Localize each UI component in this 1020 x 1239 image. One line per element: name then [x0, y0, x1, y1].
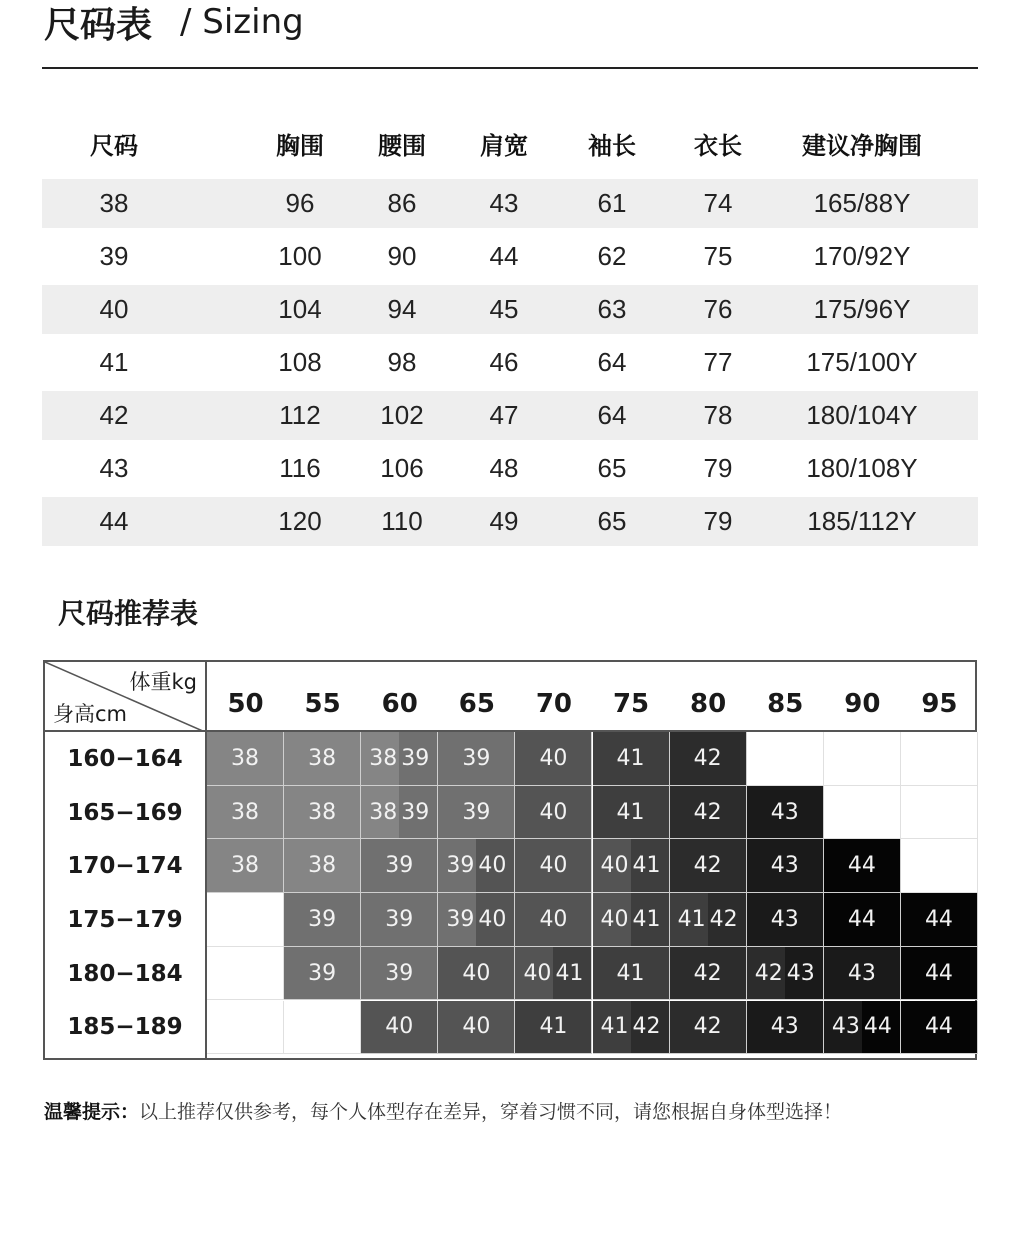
size-table-row	[42, 338, 978, 387]
recommend-cell-half: 40	[515, 947, 553, 1000]
height-label: 180−184	[67, 960, 183, 987]
weight-header: 95	[921, 689, 958, 719]
tip-text: 以上推荐仅供参考，每个人体型存在差异，穿着习惯不同，请您根据自身体型选择！	[139, 1101, 843, 1123]
recommend-cell	[515, 947, 592, 1001]
recommend-cell: 40	[438, 947, 515, 1001]
weight-header: 70	[535, 689, 573, 719]
cell-shoulder: 46	[489, 347, 519, 377]
cell-chest: 112	[279, 400, 321, 430]
recommend-cell-half: 39	[399, 786, 437, 839]
recommend-cell: 43	[747, 839, 824, 893]
cell-length: 79	[703, 506, 733, 536]
cell-shoulder: 47	[489, 400, 519, 430]
recommend-cell-half: 43	[785, 947, 823, 1000]
recommend-cell-half: 40	[476, 893, 514, 946]
recommend-cell-half: 39	[438, 839, 476, 892]
grid-header-separator	[43, 730, 975, 732]
recommend-cell: 40	[515, 732, 592, 786]
recommend-cell	[207, 947, 284, 1001]
cell-sleeve: 65	[597, 506, 627, 536]
recommend-cell: 38	[207, 839, 284, 893]
recommend-cell	[901, 786, 978, 840]
size-table-row	[42, 444, 978, 493]
recommend-cell	[361, 732, 438, 786]
cell-chest: 120	[278, 506, 322, 536]
recommend-cell: 40	[515, 786, 592, 840]
cell-length: 77	[703, 347, 733, 377]
recommend-cell-half: 39	[399, 732, 437, 785]
recommend-cell: 43	[824, 947, 901, 1001]
recommend-cell	[593, 1001, 670, 1055]
recommend-cell	[747, 732, 824, 786]
recommend-cell: 41	[593, 732, 670, 786]
cell-sleeve: 63	[597, 294, 627, 324]
cell-length: 78	[703, 400, 733, 430]
recommend-cell-half: 40	[593, 839, 631, 892]
cell-suggested-chest: 170/92Y	[813, 241, 911, 271]
recommend-cell: 42	[670, 732, 747, 786]
header-waist: 腰围	[378, 131, 426, 160]
recommend-cell: 42	[670, 786, 747, 840]
recommend-cell-half: 42	[631, 1001, 669, 1054]
cell-waist: 106	[380, 453, 424, 483]
cell-sleeve: 64	[597, 347, 627, 377]
weight-header: 75	[612, 689, 650, 719]
recommend-cell: 40	[361, 1001, 438, 1055]
recommend-cell-half: 44	[862, 1001, 900, 1054]
grid-label-separator	[205, 660, 207, 1058]
page-title	[44, 0, 304, 46]
cell-size: 40	[99, 294, 129, 324]
recommend-cell	[438, 839, 515, 893]
cell-chest: 100	[278, 241, 322, 271]
recommend-cell-half: 40	[476, 839, 514, 892]
recommend-cell-half: 43	[824, 1001, 862, 1054]
header-shoulder: 肩宽	[480, 131, 528, 160]
cell-chest: 96	[285, 188, 315, 218]
weight-header: 90	[844, 689, 881, 719]
recommend-cell: 41	[593, 786, 670, 840]
corner-height-label: 身高cm	[53, 702, 128, 726]
recommend-cell: 39	[361, 947, 438, 1001]
size-recommend-grid	[43, 660, 977, 1060]
cell-shoulder: 48	[489, 453, 519, 483]
recommend-cell	[438, 893, 515, 947]
recommend-cell	[901, 839, 978, 893]
recommend-cell: 38	[207, 786, 284, 840]
recommend-cell: 39	[361, 893, 438, 947]
size-table-header	[42, 118, 978, 168]
recommend-cell-half: 38	[361, 732, 399, 785]
cell-sleeve: 61	[597, 188, 627, 218]
recommend-cell: 44	[901, 893, 978, 947]
recommend-cell: 40	[515, 893, 592, 947]
cell-sleeve: 65	[597, 453, 627, 483]
cell-length: 76	[703, 294, 733, 324]
weight-header: 80	[690, 689, 727, 719]
cell-chest: 108	[278, 347, 322, 377]
recommend-cell: 41	[515, 1001, 592, 1055]
recommend-cell-half: 42	[747, 947, 785, 1000]
cell-shoulder: 44	[489, 241, 519, 271]
height-label: 160−164	[67, 745, 183, 772]
header-suggested-chest: 建议净胸围	[802, 131, 922, 160]
height-label: 185−189	[67, 1014, 183, 1041]
cell-suggested-chest: 185/112Y	[807, 506, 917, 536]
recommend-cell	[593, 839, 670, 893]
recommend-cell: 40	[515, 839, 592, 893]
recommend-cell: 39	[284, 893, 361, 947]
recommend-cell: 44	[824, 839, 901, 893]
recommend-cell: 42	[670, 1001, 747, 1055]
size-table-row	[42, 391, 978, 440]
recommend-cell	[670, 893, 747, 947]
recommend-cell-half: 41	[631, 839, 669, 892]
recommend-cell	[284, 1001, 361, 1055]
cell-size: 39	[99, 241, 129, 271]
recommend-cell: 38	[207, 732, 284, 786]
recommend-cell: 38	[284, 839, 361, 893]
cell-length: 75	[703, 241, 733, 271]
header-sleeve: 袖长	[588, 131, 636, 160]
weight-header: 65	[458, 689, 495, 719]
cell-sleeve: 62	[597, 241, 627, 271]
recommend-cell: 39	[284, 947, 361, 1001]
recommend-cell-half: 41	[553, 947, 591, 1000]
recommend-cell: 38	[284, 786, 361, 840]
cell-suggested-chest: 175/96Y	[813, 294, 911, 324]
recommend-cell: 39	[438, 732, 515, 786]
cell-waist: 86	[387, 188, 417, 218]
cell-size: 44	[99, 506, 129, 536]
recommend-cell	[824, 1001, 901, 1055]
cell-waist: 94	[387, 294, 417, 324]
header-length: 衣长	[694, 131, 742, 160]
cell-length: 79	[703, 453, 733, 483]
recommend-cell	[207, 893, 284, 947]
weight-header: 50	[227, 689, 264, 719]
cell-waist: 102	[380, 400, 424, 430]
recommend-cell	[207, 1001, 284, 1055]
cell-suggested-chest: 165/88Y	[813, 188, 911, 218]
cell-suggested-chest: 180/108Y	[806, 453, 918, 483]
recommend-cell: 42	[670, 839, 747, 893]
page-title-cn: 尺码表	[44, 4, 153, 46]
cell-size: 43	[99, 453, 129, 483]
weight-header: 85	[767, 689, 804, 719]
recommend-cell-half: 42	[708, 893, 746, 946]
recommend-cell-half: 41	[631, 893, 669, 946]
recommend-cell: 44	[824, 893, 901, 947]
recommend-cell-half: 40	[593, 893, 631, 946]
cell-size: 41	[99, 347, 129, 377]
cell-suggested-chest: 175/100Y	[806, 347, 918, 377]
size-table-row	[42, 285, 978, 334]
size-table-row	[42, 179, 978, 228]
weight-header: 55	[304, 689, 341, 719]
recommend-cell: 39	[361, 839, 438, 893]
recommend-cell: 44	[901, 947, 978, 1001]
cell-size: 38	[99, 188, 129, 218]
cell-shoulder: 45	[489, 294, 519, 324]
corner-weight-label: 体重kg	[129, 670, 197, 694]
recommend-cell: 44	[901, 1001, 978, 1055]
height-label: 175−179	[67, 906, 183, 933]
recommend-title: 尺码推荐表	[58, 597, 199, 630]
cell-shoulder: 49	[489, 506, 519, 536]
recommend-cell: 42	[670, 947, 747, 1001]
cell-waist: 90	[387, 241, 417, 271]
height-label: 165−169	[67, 799, 183, 826]
recommend-cell-half: 39	[438, 893, 476, 946]
cell-waist: 98	[387, 347, 417, 377]
recommend-cell-half: 41	[670, 893, 708, 946]
page-title-en: / Sizing	[180, 2, 304, 42]
recommend-cell: 43	[747, 1001, 824, 1055]
header-chest: 胸围	[276, 131, 324, 160]
recommend-cell	[361, 786, 438, 840]
recommend-cell-half: 41	[593, 1001, 631, 1054]
title-divider	[42, 67, 978, 69]
recommend-cell: 41	[593, 947, 670, 1001]
recommend-cell: 43	[747, 786, 824, 840]
recommend-cell	[593, 893, 670, 947]
cell-shoulder: 43	[489, 188, 519, 218]
cell-sleeve: 64	[597, 400, 627, 430]
recommend-cell	[901, 732, 978, 786]
weight-header: 60	[381, 689, 418, 719]
recommend-cell: 40	[438, 1001, 515, 1055]
cell-chest: 116	[279, 453, 321, 483]
tip-label: 温馨提示：	[44, 1101, 140, 1123]
cell-length: 74	[703, 188, 733, 218]
cell-suggested-chest: 180/104Y	[806, 400, 918, 430]
recommend-cell	[747, 947, 824, 1001]
size-table-row	[42, 232, 978, 281]
recommend-cell	[824, 732, 901, 786]
cell-chest: 104	[278, 294, 322, 324]
tip-note	[44, 1097, 842, 1124]
header-size: 尺码	[90, 131, 138, 160]
cell-waist: 110	[381, 506, 423, 536]
recommend-cell: 39	[438, 786, 515, 840]
cell-size: 42	[99, 400, 129, 430]
recommend-cell: 38	[284, 732, 361, 786]
size-table-row	[42, 497, 978, 546]
recommend-cell-half: 38	[361, 786, 399, 839]
recommend-cell	[824, 786, 901, 840]
height-label: 170−174	[67, 853, 183, 880]
recommend-cell: 43	[747, 893, 824, 947]
